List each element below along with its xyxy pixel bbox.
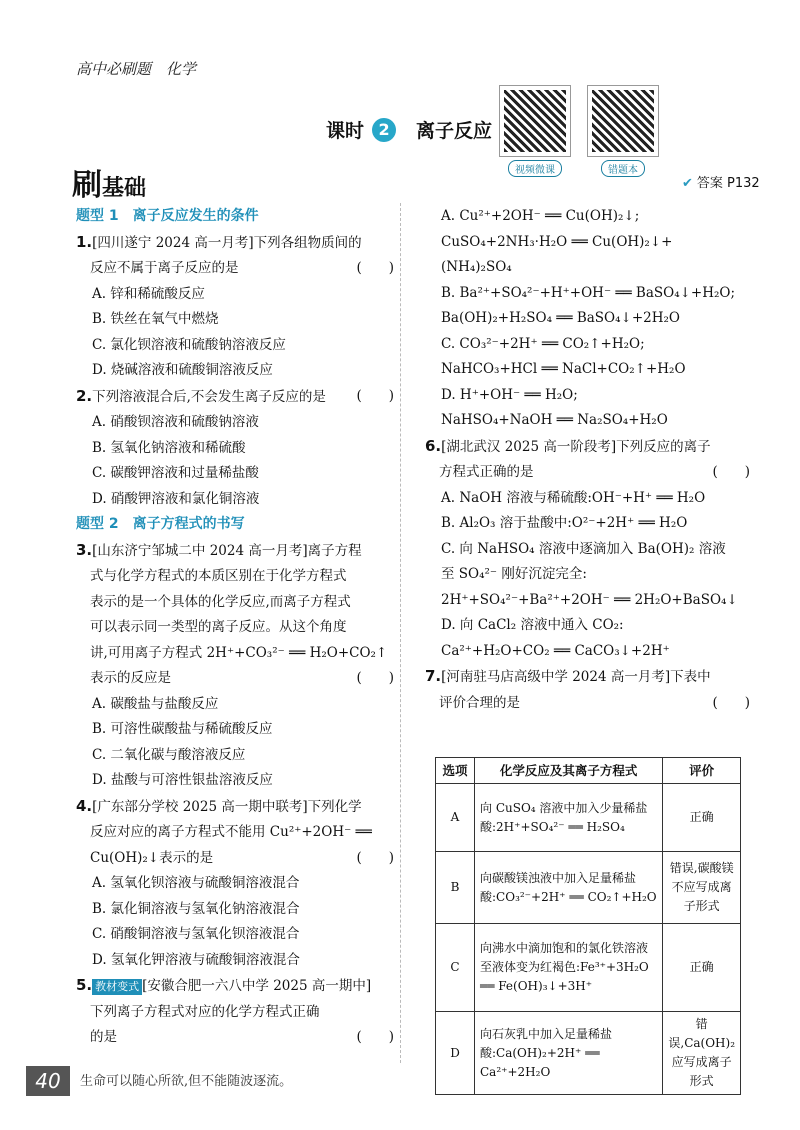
line-text: C. 氯化钡溶液和硫酸钠溶液反应 (92, 336, 286, 353)
question-line (76, 820, 394, 846)
line-text: B. Ba²⁺+SO₄²⁻+H⁺+OH⁻ ══ BaSO₄↓+H₂O; (441, 284, 736, 301)
question-number: 3. (76, 540, 93, 559)
section-title-brush: 刷 (72, 168, 102, 203)
line-text: B. 可溶性碳酸盐与稀硫酸反应 (92, 721, 273, 737)
line-text: A. 硝酸钡溶液和硫酸钠溶液 (92, 414, 259, 430)
table-cell-key: A (436, 784, 475, 852)
table-cell-eval: 正确 (663, 924, 741, 1012)
question-line (76, 641, 394, 667)
footer-motto: 生命可以随心所欲,但不能随波逐流。 (80, 1074, 293, 1089)
section-title (72, 160, 146, 204)
option-line (76, 461, 394, 487)
line-text: [四川遂宁 2024 高一月考]下列各组物质间的 (92, 234, 362, 251)
option-line (76, 768, 394, 794)
option-line (425, 383, 750, 409)
line-text: 评价合理的是 (439, 694, 520, 711)
answer-ref-text: 答案 P132 (696, 176, 760, 191)
question-line (76, 1025, 394, 1051)
line-text: [河南驻马店高级中学 2024 高一月考]下表中 (441, 669, 711, 685)
table-cell-eval: 错误,Ca(OH)₂应写成离子形式 (663, 1012, 741, 1095)
answer-blank: ( ) (356, 849, 394, 866)
lesson-prefix: 课时 (326, 120, 365, 142)
line-text: Cu(OH)₂↓表示的是 (90, 849, 214, 866)
option-line (76, 333, 394, 359)
table-cell-content: 向碳酸镁浊液中加入足量稀盐酸:CO₃²⁻+2H⁺ ══ CO₂↑+H₂O (475, 852, 663, 924)
question-line (76, 973, 394, 1000)
answer-blank: ( ) (356, 1029, 394, 1045)
option-line (425, 255, 750, 281)
qr-video-label: 视频微课 (508, 160, 562, 177)
line-text: C. 二氧化碳与酸溶液反应 (92, 746, 246, 763)
option-line (76, 717, 394, 743)
textbook-variant-tag: 教材变式 (92, 979, 142, 995)
option-line (425, 537, 750, 563)
line-text: NaHCO₃+HCl ══ NaCl+CO₂↑+H₂O (441, 361, 686, 377)
line-text: 题型 2 离子方程式的书写 (76, 516, 245, 532)
line-text: B. Al₂O₃ 溶于盐酸中:O²⁻+2H⁺ ══ H₂O (441, 515, 688, 531)
section-title-rest: 基础 (102, 176, 147, 201)
question-type-heading (76, 512, 394, 538)
table-header-row (436, 758, 741, 784)
answer-blank: ( ) (712, 464, 750, 480)
line-text: 2H⁺+SO₄²⁻+Ba²⁺+2OH⁻ ══ 2H₂O+BaSO₄↓ (441, 591, 738, 608)
line-text: NaHSO₄+NaOH ══ Na₂SO₄+H₂O (441, 412, 668, 428)
question-line (425, 691, 750, 717)
line-text: 表示的反应是 (90, 670, 171, 686)
line-text: D. 烧碱溶液和硫酸铜溶液反应 (92, 362, 273, 378)
line-text: 讲,可用离子方程式 2H⁺+CO₃²⁻ ══ H₂O+CO₂↑ (90, 644, 388, 661)
lesson-title (326, 116, 492, 143)
option-line (76, 282, 394, 308)
question-line (76, 384, 394, 411)
line-text: 方程式正确的是 (439, 464, 534, 480)
question-type-heading (76, 204, 394, 230)
option-line (425, 281, 750, 307)
table-header: 选项 (436, 758, 475, 784)
line-text: 反应不属于离子反应的是 (90, 260, 239, 276)
line-text: D. 氢氧化钾溶液与硫酸铜溶液混合 (92, 951, 300, 968)
option-line (76, 692, 394, 718)
lesson-name: 离子反应 (416, 120, 493, 142)
answer-blank: ( ) (356, 670, 394, 686)
line-text: Ca²⁺+H₂O+CO₂ ══ CaCO₃↓+2H⁺ (441, 642, 670, 659)
answer-blank: ( ) (712, 694, 750, 711)
line-text: 反应对应的离子方程式不能用 Cu²⁺+2OH⁻ ══ (90, 824, 372, 840)
question-number: 1. (76, 232, 93, 251)
table-cell-content: 向石灰乳中加入足量稀盐酸:Ca(OH)₂+2H⁺ ══ Ca²⁺+2H₂O (475, 1012, 663, 1095)
line-text: 的是 (90, 1029, 117, 1045)
qr-video[interactable] (500, 86, 570, 177)
line-text: 可以表示同一类型的离子反应。从这个角度 (90, 619, 347, 635)
question-line (76, 538, 394, 565)
question-line (76, 256, 394, 282)
option-line (425, 562, 750, 588)
line-text: D. 向 CaCl₂ 溶液中通入 CO₂: (441, 617, 624, 633)
book-header: 高中必刷题 化学 (76, 60, 197, 78)
qr-wrongbook-label: 错题本 (601, 160, 645, 177)
option-line (425, 357, 750, 383)
option-line (425, 613, 750, 639)
right-column (425, 204, 750, 716)
line-text: A. 锌和稀硫酸反应 (92, 285, 205, 302)
question-line (76, 590, 394, 616)
answer-ref (682, 172, 760, 191)
question-line (76, 230, 394, 257)
line-text: 至 SO₄²⁻ 刚好沉淀完全: (441, 566, 587, 582)
option-line (76, 948, 394, 974)
line-text: C. 硝酸铜溶液与氢氧化钡溶液混合 (92, 926, 300, 942)
option-line (76, 871, 394, 897)
line-text: B. 氢氧化钠溶液和稀硫酸 (92, 439, 246, 456)
table-cell-key: C (436, 924, 475, 1012)
option-line (425, 332, 750, 358)
left-column (76, 204, 394, 1051)
column-divider (400, 203, 401, 1063)
option-line (76, 436, 394, 462)
option-line (76, 410, 394, 436)
line-text: 下列溶液混合后,不会发生离子反应的是 (92, 388, 326, 405)
question-line (76, 1000, 394, 1026)
question-line (76, 564, 394, 590)
line-text: B. 铁丝在氧气中燃烧 (92, 311, 219, 327)
option-line (76, 487, 394, 513)
table-header: 评价 (663, 758, 741, 784)
qr-codes (500, 86, 658, 177)
line-text: Ba(OH)₂+H₂SO₄ ══ BaSO₄↓+2H₂O (441, 310, 680, 326)
line-text: C. CO₃²⁻+2H⁺ ══ CO₂↑+H₂O; (441, 335, 645, 352)
option-line (76, 922, 394, 948)
line-text: 表示的是一个具体的化学反应,而离子方程式 (90, 593, 351, 610)
qr-code-icon (500, 86, 570, 156)
evaluation-table (435, 757, 741, 1095)
line-text: A. 碳酸盐与盐酸反应 (92, 695, 219, 712)
option-line (425, 588, 750, 614)
question-number: 7. (425, 667, 442, 685)
option-line (425, 639, 750, 665)
option-line (425, 306, 750, 332)
question-line (76, 615, 394, 641)
option-line (76, 358, 394, 384)
line-text: [广东部分学校 2025 高一期中联考]下列化学 (92, 798, 362, 815)
answer-blank: ( ) (356, 260, 394, 276)
page-number: 40 (26, 1066, 70, 1096)
table-cell-eval: 正确 (663, 784, 741, 852)
question-line (425, 664, 750, 691)
table-cell-key: D (436, 1012, 475, 1095)
line-text: D. 盐酸与可溶性银盐溶液反应 (92, 772, 273, 788)
line-text: CuSO₄+2NH₃·H₂O ══ Cu(OH)₂↓+ (441, 233, 673, 250)
line-text: [湖北武汉 2025 高一阶段考]下列反应的离子 (441, 438, 711, 455)
check-icon: ✔ (682, 176, 693, 191)
line-text: D. H⁺+OH⁻ ══ H₂O; (441, 386, 578, 403)
option-line (425, 511, 750, 537)
option-line (425, 204, 750, 230)
line-text: B. 氯化铜溶液与氢氧化钠溶液混合 (92, 900, 300, 917)
question-line (76, 794, 394, 821)
table-row (436, 924, 741, 1012)
line-text: 下列离子方程式对应的化学方程式正确 (90, 1003, 320, 1020)
line-text: C. 碳酸钾溶液和过量稀盐酸 (92, 465, 259, 481)
qr-wrongbook[interactable] (588, 86, 658, 177)
question-number: 5. (76, 976, 93, 994)
line-text: C. 向 NaHSO₄ 溶液中逐滴加入 Ba(OH)₂ 溶液 (441, 540, 726, 557)
question-number: 2. (76, 386, 93, 405)
option-line (76, 897, 394, 923)
table-row (436, 852, 741, 924)
line-text: D. 硝酸钾溶液和氯化铜溶液 (92, 490, 260, 507)
table-cell-content: 向沸水中滴加饱和的氯化铁溶液至液体变为红褐色:Fe³⁺+3H₂O ══ Fe(OH)₃↓+3H⁺ (475, 924, 663, 1012)
question-line (425, 460, 750, 486)
option-line (76, 743, 394, 769)
table-row (436, 1012, 741, 1095)
option-line (76, 307, 394, 333)
table-cell-eval: 错误,碳酸镁不应写成离子形式 (663, 852, 741, 924)
qr-code-icon (588, 86, 658, 156)
option-line (425, 486, 750, 512)
lesson-number-badge: 2 (372, 118, 396, 142)
table-cell-key: B (436, 852, 475, 924)
table-header: 化学反应及其离子方程式 (475, 758, 663, 784)
question-number: 4. (76, 796, 93, 815)
line-text: 式与化学方程式的本质区别在于化学方程式 (90, 568, 347, 584)
question-number: 6. (425, 436, 442, 455)
table-cell-content: 向 CuSO₄ 溶液中加入少量稀盐酸:2H⁺+SO₄²⁻ ══ H₂SO₄ (475, 784, 663, 852)
table-row (436, 784, 741, 852)
line-text: [安徽合肥一六八中学 2025 高一期中] (142, 978, 372, 994)
option-line (425, 408, 750, 434)
line-text: 题型 1 离子反应发生的条件 (76, 208, 259, 224)
line-text: A. NaOH 溶液与稀硫酸:OH⁻+H⁺ ══ H₂O (441, 489, 706, 506)
question-line (76, 846, 394, 872)
line-text: A. Cu²⁺+2OH⁻ ══ Cu(OH)₂↓; (441, 208, 640, 224)
question-line (425, 434, 750, 461)
line-text: [山东济宁邹城二中 2024 高一月考]离子方程 (92, 542, 362, 559)
answer-blank: ( ) (356, 387, 394, 404)
question-line (76, 666, 394, 692)
line-text: (NH₄)₂SO₄ (441, 259, 512, 275)
option-line (425, 230, 750, 256)
line-text: A. 氢氧化钡溶液与硫酸铜溶液混合 (92, 875, 300, 891)
